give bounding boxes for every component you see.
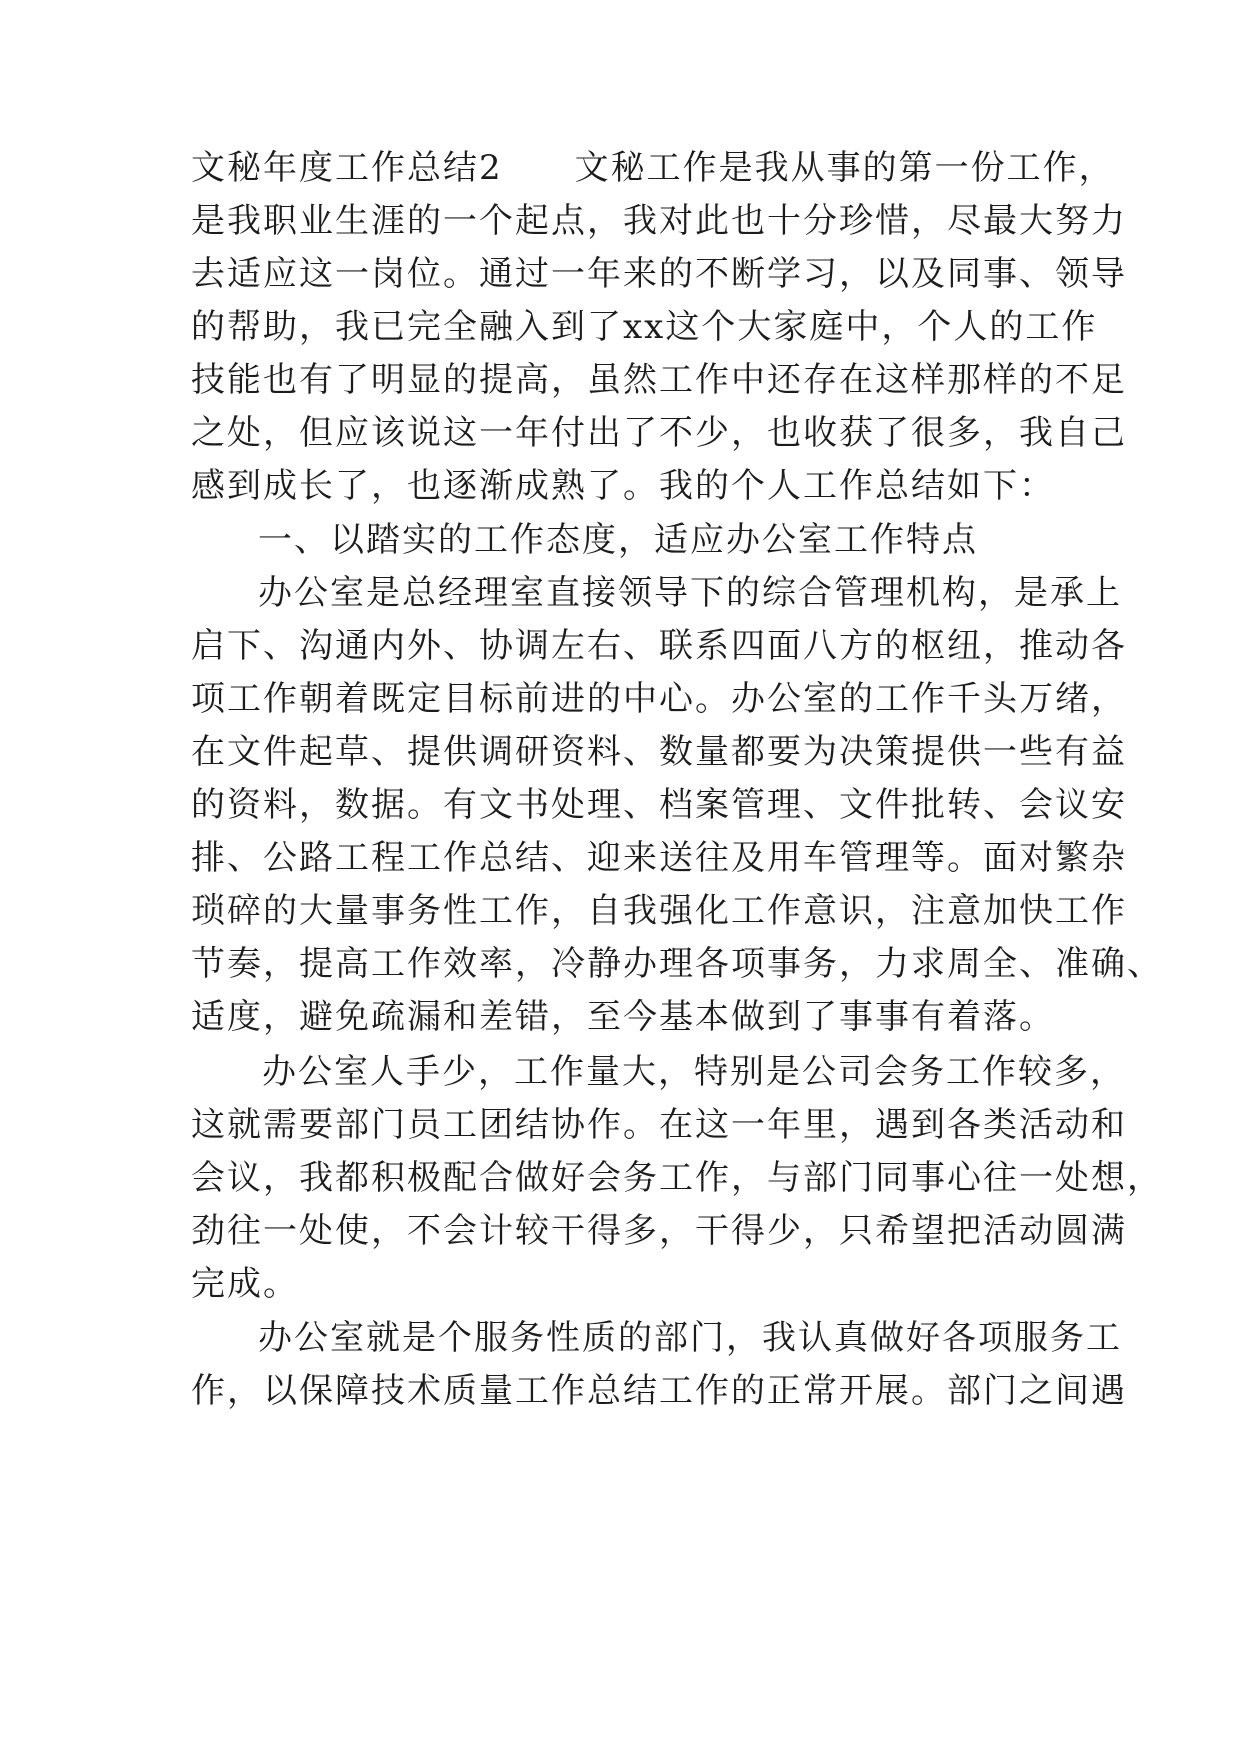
text-line: 排、公路工程工作总结、迎来送往及用车管理等。面对繁杂 (191, 838, 1127, 878)
text-line: 琐碎的大量事务性工作，自我强化工作意识，注意加快工作 (191, 891, 1127, 931)
text-line: 完成。 (191, 1264, 299, 1304)
text-line: 节奏，提高工作效率，冷静办理各项事务，力求周全、准确、 (191, 944, 1163, 984)
text-line: 办公室是总经理室直接领导下的综合管理机构，是承上 (258, 573, 1122, 613)
text-line: 去适应这一岗位。通过一年来的不断学习，以及同事、领导 (191, 254, 1127, 294)
text-line: 的帮助，我已完全融入到了xx这个大家庭中，个人的工作 (191, 307, 1098, 347)
text-line: 会议，我都积极配合做好会务工作，与部门同事心往一处想， (191, 1158, 1163, 1198)
text-line: 是我职业生涯的一个起点，我对此也十分珍惜，尽最大努力 (191, 201, 1127, 241)
text-line: 这就需要部门员工团结协作。在这一年里，遇到各类活动和 (191, 1105, 1127, 1145)
text-line: 的资料，数据。有文书处理、档案管理、文件批转、会议安 (191, 785, 1127, 825)
text-line: 文秘年度工作总结2 文秘工作是我从事的第一份工作， (191, 148, 1115, 188)
text-line: 在文件起草、提供调研资料、数量都要为决策提供一些有益 (191, 732, 1127, 772)
text-line: 劲往一处使，不会计较干得多，干得少，只希望把活动圆满 (191, 1211, 1127, 1251)
section-heading: 一、以踏实的工作态度，适应办公室工作特点 (258, 520, 978, 560)
text-line: 项工作朝着既定目标前进的中心。办公室的工作千头万绪， (191, 679, 1127, 719)
text-line: 之处，但应该说这一年付出了不少，也收获了很多，我自己 (191, 413, 1127, 453)
text-line: 适度，避免疏漏和差错，至今基本做到了事事有着落。 (191, 997, 1055, 1037)
text-line: 办公室就是个服务性质的部门，我认真做好各项服务工 (258, 1318, 1122, 1358)
text-line: 办公室人手少，工作量大，特别是公司会务工作较多， (262, 1052, 1126, 1092)
text-line: 技能也有了明显的提高，虽然工作中还存在这样那样的不足 (191, 360, 1127, 400)
text-line: 感到成长了，也逐渐成熟了。我的个人工作总结如下： (191, 466, 1055, 506)
text-line: 作，以保障技术质量工作总结工作的正常开展。部门之间遇 (191, 1371, 1127, 1411)
text-line: 启下、沟通内外、协调左右、联系四面八方的枢纽，推动各 (191, 626, 1127, 666)
